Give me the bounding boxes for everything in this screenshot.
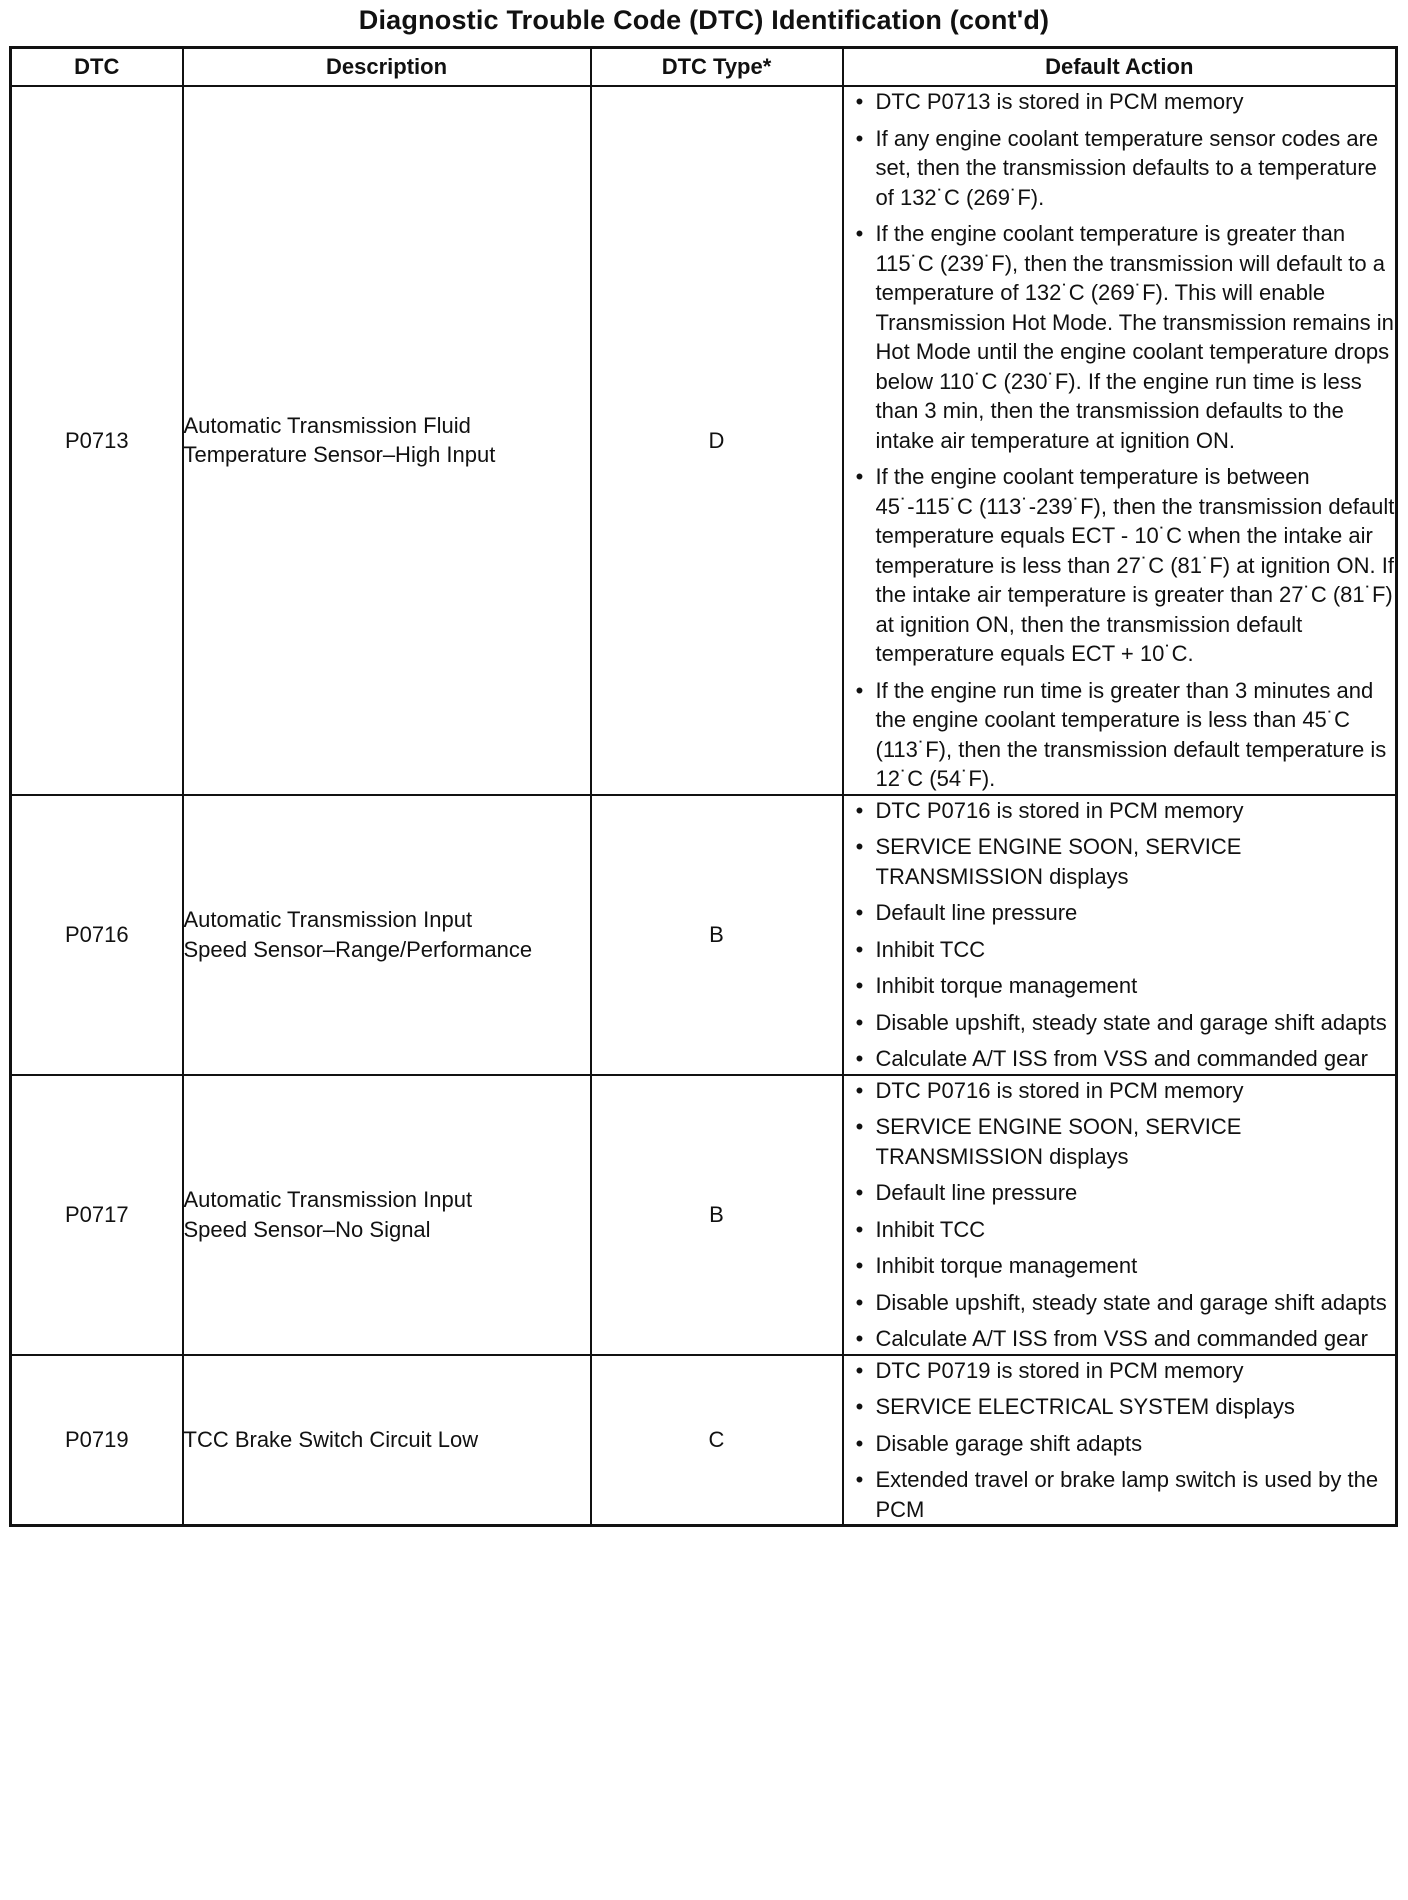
action-text: Inhibit TCC: [875, 936, 986, 962]
action-text: Inhibit TCC: [875, 1216, 986, 1242]
default-action-item: [844, 1112, 1396, 1171]
description-line: Temperature Sensor–High Input: [183, 442, 496, 468]
default-action-cell: [843, 86, 1397, 795]
description-line: TCC Brake Switch Circuit Low: [183, 1427, 479, 1452]
default-action-list: [844, 1076, 1396, 1354]
default-action-item: [844, 1215, 1396, 1245]
default-action-item: [844, 898, 1396, 928]
bullet-icon: •: [855, 1180, 864, 1205]
description-line: Automatic Transmission Fluid: [183, 412, 471, 438]
bullet-icon: •: [855, 1077, 864, 1103]
table-row: [11, 86, 1397, 795]
default-action-list: [844, 1356, 1396, 1525]
default-action-item: [844, 124, 1396, 213]
default-action-item: [844, 1429, 1396, 1459]
table-row: [11, 1355, 1397, 1526]
action-text: SERVICE ENGINE SOON, SERVICE TRANSMISSION displays: [875, 1114, 1242, 1169]
bullet-icon: •: [855, 797, 864, 823]
dtc-type: B: [591, 795, 843, 1075]
bullet-icon: •: [855, 464, 864, 489]
description-line: Automatic Transmission Input: [183, 907, 473, 932]
bullet-icon: •: [855, 1253, 864, 1278]
default-action-item: [844, 1008, 1396, 1038]
dtc-type: D: [591, 86, 843, 795]
bullet-icon: •: [855, 677, 864, 703]
action-text: SERVICE ELECTRICAL SYSTEM displays: [875, 1394, 1295, 1419]
default-action-cell: [843, 1075, 1397, 1355]
bullet-icon: •: [855, 1046, 864, 1071]
default-action-item: [844, 219, 1396, 455]
default-action-list: [844, 87, 1396, 794]
table-row: [11, 795, 1397, 1075]
action-text: Disable upshift, steady state and garage shift adapts: [875, 1009, 1387, 1035]
default-action-item: [844, 1251, 1396, 1281]
table-header-row: [11, 48, 1397, 87]
bullet-icon: •: [855, 1430, 864, 1456]
action-text: Default line pressure: [875, 900, 1078, 925]
action-text: DTC P0719 is stored in PCM memory: [875, 1357, 1244, 1383]
dtc-description: [183, 86, 591, 795]
default-action-cell: [843, 1355, 1397, 1526]
dtc-code: P0717: [11, 1075, 183, 1355]
table-body: [11, 86, 1397, 1526]
dtc-code: P0713: [11, 86, 183, 795]
action-text: Disable garage shift adapts: [875, 1430, 1143, 1456]
dtc-table: [9, 46, 1398, 1527]
default-action-item: [844, 1356, 1396, 1386]
action-text: If the engine run time is greater than 3 minutes and the engine coolant temperature is less than 45˙C (113˙F), then the transmission default temperature is 12˙C (54˙F).: [875, 677, 1387, 791]
bullet-icon: •: [855, 900, 864, 925]
column-header-default-action: Default Action: [843, 48, 1397, 87]
default-action-item: [844, 1288, 1396, 1318]
action-text: Inhibit torque management: [875, 973, 1138, 998]
table-row: [11, 1075, 1397, 1355]
default-action-item: [844, 796, 1396, 826]
dtc-type: B: [591, 1075, 843, 1355]
bullet-icon: •: [855, 221, 864, 246]
default-action-list: [844, 796, 1396, 1074]
bullet-icon: •: [855, 1357, 864, 1383]
dtc-code: P0716: [11, 795, 183, 1075]
dtc-description: [183, 1075, 591, 1355]
bullet-icon: •: [855, 1114, 864, 1139]
action-text: Inhibit torque management: [875, 1253, 1138, 1278]
action-text: If any engine coolant temperature sensor codes are set, then the transmission defaults to a temperature of 132˙C (269˙F).: [875, 125, 1379, 210]
bullet-icon: •: [855, 834, 864, 859]
bullet-icon: •: [855, 973, 864, 998]
default-action-item: [844, 1392, 1396, 1422]
bullet-icon: •: [855, 1289, 864, 1315]
column-header-dtc: DTC: [11, 48, 183, 87]
default-action-item: [844, 832, 1396, 891]
action-text: SERVICE ENGINE SOON, SERVICE TRANSMISSION displays: [875, 834, 1242, 889]
default-action-item: [844, 1465, 1396, 1524]
bullet-icon: •: [855, 125, 864, 151]
default-action-item: [844, 1178, 1396, 1208]
bullet-icon: •: [855, 89, 864, 114]
action-text: If the engine coolant temperature is between 45˙-115˙C (113˙-239˙F), then the transmission default temperature equals ECT - 10˙C when the intake air temperature is less than 27˙C (81˙F) at ignition ON. If the intake air temperature is greater than 27˙C (81˙F) at ignition ON, then the transmission default temperature equals ECT + 10˙C.: [875, 464, 1395, 666]
description-line: Automatic Transmission Input: [183, 1187, 473, 1212]
default-action-item: [844, 971, 1396, 1001]
action-text: DTC P0716 is stored in PCM memory: [875, 797, 1244, 823]
column-header-dtc-type: DTC Type*: [591, 48, 843, 87]
default-action-item: [844, 676, 1396, 794]
bullet-icon: •: [855, 1394, 864, 1419]
page-title: Diagnostic Trouble Code (DTC) Identification (cont'd): [358, 5, 1050, 35]
dtc-description: [183, 1355, 591, 1526]
default-action-item: [844, 1324, 1396, 1354]
dtc-code: P0719: [11, 1355, 183, 1526]
default-action-item: [844, 1044, 1396, 1074]
action-text: DTC P0713 is stored in PCM memory: [875, 89, 1244, 114]
default-action-item: [844, 935, 1396, 965]
description-line: Speed Sensor–No Signal: [183, 1216, 431, 1242]
dtc-description: [183, 795, 591, 1075]
dtc-type: C: [591, 1355, 843, 1526]
action-text: If the engine coolant temperature is greater than 115˙C (239˙F), then the transmission will default to a temperature of 132˙C (269˙F). This will enable Transmission Hot Mode. The transmission remains in Hot Mode until the engine coolant temperature drops below 110˙C (230˙F). If the engine run time is less than 3 min, then the transmission defaults to the intake air temperature at ignition ON.: [875, 221, 1394, 453]
description-line: Speed Sensor–Range/Performance: [183, 936, 533, 962]
bullet-icon: •: [855, 1467, 864, 1492]
action-text: Disable upshift, steady state and garage shift adapts: [875, 1289, 1387, 1315]
bullet-icon: •: [855, 1326, 864, 1351]
bullet-icon: •: [855, 1216, 864, 1242]
action-text: Extended travel or brake lamp switch is used by the PCM: [875, 1467, 1379, 1522]
action-text: Default line pressure: [875, 1180, 1078, 1205]
default-action-item: [844, 87, 1396, 117]
default-action-item: [844, 1076, 1396, 1106]
action-text: Calculate A/T ISS from VSS and commanded gear: [875, 1326, 1368, 1351]
default-action-cell: [843, 795, 1397, 1075]
bullet-icon: •: [855, 936, 864, 962]
default-action-item: [844, 462, 1396, 669]
action-text: DTC P0716 is stored in PCM memory: [875, 1077, 1244, 1103]
bullet-icon: •: [855, 1009, 864, 1035]
column-header-description: Description: [183, 48, 591, 87]
action-text: Calculate A/T ISS from VSS and commanded gear: [875, 1046, 1368, 1071]
